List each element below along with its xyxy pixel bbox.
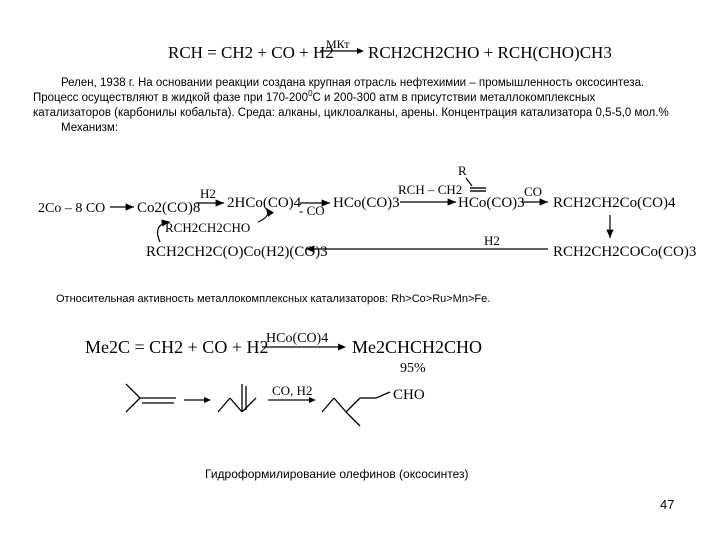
mech-acyl-co3: RCH2CH2COCo(CO)3 [553, 244, 697, 260]
mech-co2co8: Co2(CO)8 [137, 200, 201, 216]
mech-alkene: RCH – CH2 [398, 182, 463, 197]
mech-co-label: CO [524, 184, 543, 199]
mech-r-label: R [458, 163, 467, 178]
example-product: Me2CHCH2CHO [352, 337, 483, 357]
mech-hco-co3-a: HCo(CO)3 [333, 195, 400, 211]
isobutylene-structure [126, 384, 176, 412]
page-number: 47 [660, 497, 675, 512]
mech-start: 2Co – 8 CO [38, 201, 106, 216]
mech-h2-label: H2 [200, 186, 216, 201]
example-yield: 95% [400, 361, 426, 376]
example-conditions: CO, H2 [272, 383, 313, 398]
example-reaction [0, 320, 720, 440]
intro-paragraph [33, 76, 673, 136]
aldehyde-structure [322, 392, 390, 426]
mech-h2-bottom: H2 [484, 233, 500, 248]
mech-acyl-h2-complex: RCH2CH2C(O)Co(H2)(CO)3 [146, 244, 328, 260]
alkene-structure [218, 384, 256, 412]
mech-hco-co3-b: HCo(CO)3 [458, 195, 525, 211]
intro-text-1: Релен, 1938 г. На основании реакции создана крупная отрасль нефтехимии – промышленность оксосинтеза. Процесс осуществляют в жидкой фазе при 170-200 [33, 77, 645, 104]
example-reactants: Me2C = CH2 + CO + H2 [85, 337, 269, 357]
example-arrow-2a-head [204, 397, 211, 403]
mech-minus-co: - CO [299, 203, 325, 218]
example-cho: CHO [393, 387, 425, 403]
mech-aldehyde: RCH2CH2CHO [165, 220, 251, 235]
mechanism-scheme [0, 160, 720, 270]
top-products: RCH2CH2CHO + RCH(CHO)CH3 [368, 43, 612, 62]
intro-degree: 0 [308, 89, 313, 99]
example-arrow-2b-head [309, 397, 316, 403]
top-catalyst: МКт [326, 37, 350, 51]
example-catalyst: HCo(CO)4 [266, 331, 329, 346]
mech-alkyl-co4: RCH2CH2Co(CO)4 [553, 195, 676, 211]
mech-hco-co4: 2HCo(CO)4 [227, 195, 302, 211]
mech-bond-1 [466, 178, 472, 186]
caption: Гидроформилирование олефинов (оксосинтез) [205, 467, 469, 481]
relative-activity: Относительная активность металлокомплексных катализаторов: Rh>Co>Ru>Mn>Fe. [56, 293, 491, 305]
top-arrow-head [357, 48, 364, 54]
example-arrow-head [338, 344, 346, 351]
intro-text-2: С и 200-300 атм в присутствии металлокомплексных катализаторов (карбонилы кобальта). Среда: алканы, циклоалканы, арены. Концентрация катализатора 0,5-5,0 мол.% [33, 92, 669, 119]
top-reaction [0, 0, 720, 70]
mechanism-label: Механизм: [61, 122, 119, 134]
top-reactants: RCH = CH2 + CO + H2 [168, 43, 334, 62]
